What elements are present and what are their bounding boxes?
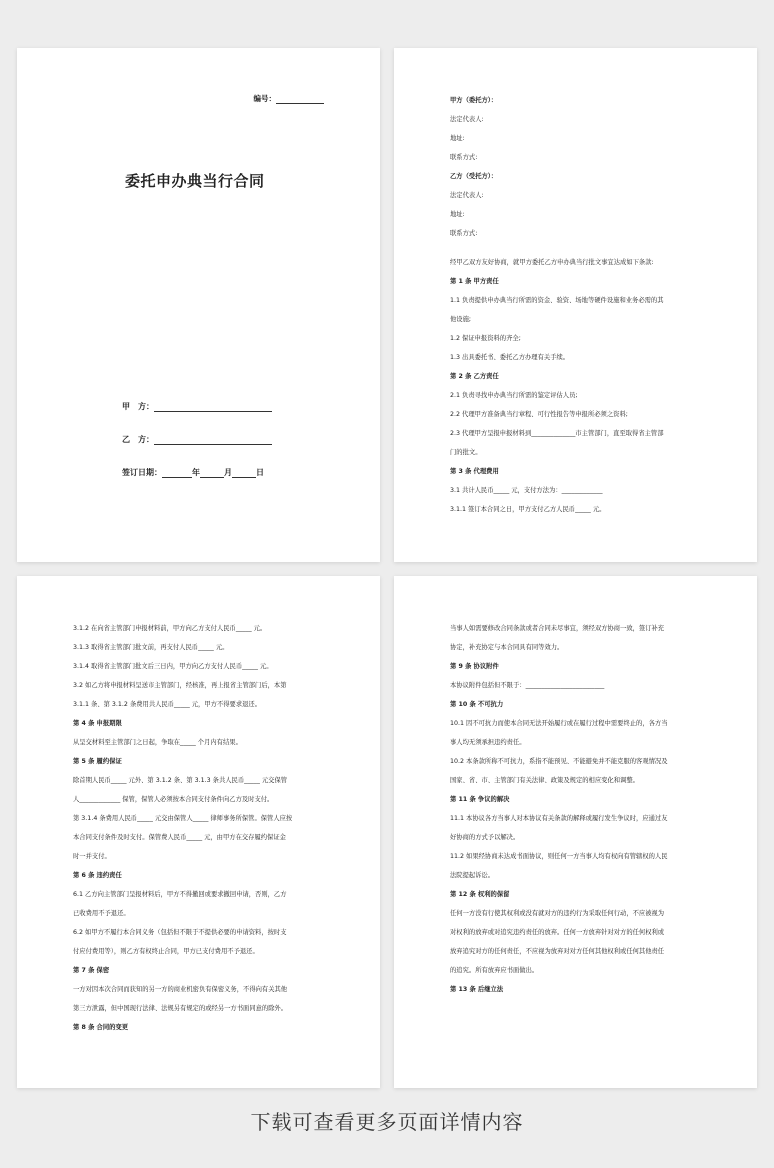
section-heading: 第 9 条 协议附件 <box>450 663 499 670</box>
party-a-label: 甲 方： <box>122 402 154 411</box>
contract-number-field[interactable] <box>276 95 324 104</box>
paragraph-line: 2.2 代理甲方准备典当行章程、可行性报告等申报所必须之资料; <box>450 411 628 418</box>
paragraph-line: 3.1.2 在向省主管部门申报材料前，甲方向乙方支付人民币_____ 元。 <box>73 625 267 632</box>
paragraph-line: 10.1 因不可抗力而使本合同无法开始履行或在履行过程中需要终止的，各方当 <box>450 720 668 727</box>
contract-number <box>254 93 325 104</box>
page-4-content <box>450 624 701 1004</box>
paragraph-line: 本合同支付条件及时支付。保管费人民币_____ 元，由甲方在交存履约保证金 <box>73 834 286 841</box>
paragraph-line: 联系方式: <box>450 154 478 161</box>
section-heading: 第 4 条 申报期限 <box>73 720 122 727</box>
paragraph-line: 法院提起诉讼。 <box>450 872 495 879</box>
paragraph-line: 3.2 如乙方将申报材料呈送市主管部门，经核准，再上报省主管部门后，本第 <box>73 682 287 689</box>
paragraph-line: 2.1 负责寻找申办典当行所需的鉴定评估人员; <box>450 392 578 399</box>
paragraph-line: 的追究。所有放弃应书面做出。 <box>450 967 539 974</box>
paragraph-line: 第三方泄露，但中国现行法律、法规另有规定的或经另一方书面同意的除外。 <box>73 1005 288 1012</box>
paragraph-line: 3.1 共计人民币_____ 元，支付方法为：_____________ <box>450 487 603 494</box>
paragraph-line: 从呈交材料至主管部门之日起，争取在_____ 个月内有结果。 <box>73 739 242 746</box>
page-4 <box>394 576 757 1088</box>
section-heading: 甲方（委托方）： <box>450 97 498 104</box>
section-heading: 第 3 条 代理费用 <box>450 468 499 475</box>
party-a-field[interactable] <box>154 402 272 412</box>
party-b-field[interactable] <box>154 435 272 445</box>
paragraph-line: 1.1 负责提供申办典当行所需的资金、验资、场地等硬件设施和业务必需的其 <box>450 297 664 304</box>
paragraph-line: 已收费用不予退还。 <box>73 910 130 917</box>
paragraph-line: 事人均无须承担违约责任。 <box>450 739 526 746</box>
section-heading: 第 10 条 不可抗力 <box>450 701 504 708</box>
paragraph-line: 协定，补充协定与本合同具有同等效力。 <box>450 644 564 651</box>
paragraph-line: 付应付费用等），则乙方有权终止合同，甲方已支付费用不予退还。 <box>73 948 259 955</box>
paragraph-line: 法定代表人: <box>450 116 484 123</box>
day-label: 日 <box>256 468 264 477</box>
party-b-label: 乙 方： <box>122 435 154 444</box>
year-label: 年 <box>192 468 200 477</box>
party-b-row <box>122 434 272 445</box>
day-field[interactable] <box>232 468 256 478</box>
paragraph-line: 10.2 本条款所称不可抗力，系指不能预见、不能避免并不能克服的客观情况及 <box>450 758 668 765</box>
month-label: 月 <box>224 468 232 477</box>
footer-caption: 下载可查看更多页面详情内容 <box>250 1110 524 1134</box>
page-cover <box>17 48 380 562</box>
page-3 <box>17 576 380 1088</box>
section-heading: 第 6 条 违约责任 <box>73 872 122 879</box>
page-title: 委托申办典当行合同 <box>125 172 265 190</box>
paragraph-line: 当事人如需要修改合同条款或者合同未尽事宜，须经双方协商一致，签订补充 <box>450 625 665 632</box>
paragraph-line: 人_____________ 保管，保管人必须按本合同支付条件向乙方及时支付。 <box>73 796 274 803</box>
sign-date-label: 签订日期： <box>122 468 162 477</box>
paragraph-line: 经甲乙双方友好协商，就甲方委托乙方申办典当行批文事宜达成如下条款: <box>450 259 654 266</box>
paragraph-line: 11.1 本协议各方当事人对本协议有关条款的解释或履行发生争议时，应通过友 <box>450 815 668 822</box>
contract-number-label: 编号： <box>253 94 276 103</box>
paragraph-line: 一方对因本次合同而获知的另一方的商业机密负有保密义务，不得向有关其他 <box>73 986 288 993</box>
sign-date-row <box>122 467 264 478</box>
section-heading: 第 2 条 乙方责任 <box>450 373 499 380</box>
paragraph-line: 放弃追究对方的任何责任，不应视为放弃对对方任何其他权利或任何其他责任 <box>450 948 665 955</box>
section-heading: 第 12 条 权利的保留 <box>450 891 510 898</box>
paragraph-line: 第 3.1.4 条费用人民币_____ 元交由保管人_____ 律师事务所保管。保管人应按 <box>73 815 293 822</box>
paragraph-line: 1.2 保证申报资料的齐全; <box>450 335 521 342</box>
year-field[interactable] <box>162 468 192 478</box>
paragraph-line: 2.3 代理甲方呈报申报材料到______________市主管部门，直至取得省主管部 <box>450 430 664 437</box>
page-2-content <box>450 96 701 524</box>
section-heading: 第 1 条 甲方责任 <box>450 278 499 285</box>
paragraph-line: 6.2 如甲方不履行本合同义务（包括但不限于不提供必要的申请资料，按时支 <box>73 929 287 936</box>
month-field[interactable] <box>200 468 224 478</box>
page-3-content <box>73 624 324 1042</box>
paragraph-line: 任何一方没有行使其权利或没有就对方的违约行为采取任何行动，不应被视为 <box>450 910 665 917</box>
section-heading: 第 5 条 履约保证 <box>73 758 122 765</box>
paragraph-line: 门的批文。 <box>450 449 482 456</box>
paragraph-line: 他设施; <box>450 316 472 323</box>
page-2 <box>394 48 757 562</box>
paragraph-line: 11.2 如果经协商未达成书面协议，则任何一方当事人均有权向有管辖权的人民 <box>450 853 668 860</box>
paragraph-line: 3.1.1 签订本合同之日，甲方支付乙方人民币_____ 元。 <box>450 506 606 513</box>
party-a-row <box>122 401 272 412</box>
paragraph-line: 1.3 出具委托书、委托乙方办理有关手续。 <box>450 354 570 361</box>
paragraph-line: 3.1.3 取得省主管部门批文前，再支付人民币_____ 元。 <box>73 644 229 651</box>
paragraph-line: 好协商的方式予以解决。 <box>450 834 520 841</box>
paragraph-line: 地址: <box>450 211 465 218</box>
paragraph-line: 6.1 乙方向主管部门呈报材料后，甲方不得撤回或要求撤回申请，否则，乙方 <box>73 891 287 898</box>
paragraph-line: 本协议附件包括但不限于：_________________________ <box>450 682 605 689</box>
section-heading: 乙方（受托方）： <box>450 173 498 180</box>
paragraph-line: 除首期人民币_____ 元外、第 3.1.2 条、第 3.1.3 条共人民币_____ 元交保管 <box>73 777 288 784</box>
section-heading: 第 13 条 后继立法 <box>450 986 504 993</box>
paragraph-line: 3.1.4 取得省主管部门批文后三日内，甲方向乙方支付人民币_____ 元。 <box>73 663 273 670</box>
paragraph-line: 3.1.1 条、第 3.1.2 条费用共人民币_____ 元，甲方不得要求退还。 <box>73 701 262 708</box>
section-heading: 第 7 条 保密 <box>73 967 110 974</box>
section-heading: 第 11 条 争议的解决 <box>450 796 510 803</box>
paragraph-line: 联系方式: <box>450 230 478 237</box>
paragraph-line: 国家、省、市、主管部门有关法律、政策及规定的相应变化和调整。 <box>450 777 639 784</box>
section-heading: 第 8 条 合同的变更 <box>73 1024 129 1031</box>
paragraph-line: 法定代表人: <box>450 192 484 199</box>
paragraph-line: 对权利的放弃或对追究违约责任的放弃。任何一方放弃针对对方的任何权利或 <box>450 929 665 936</box>
paragraph-line: 时一并支付。 <box>73 853 111 860</box>
paragraph-line: 地址: <box>450 135 465 142</box>
